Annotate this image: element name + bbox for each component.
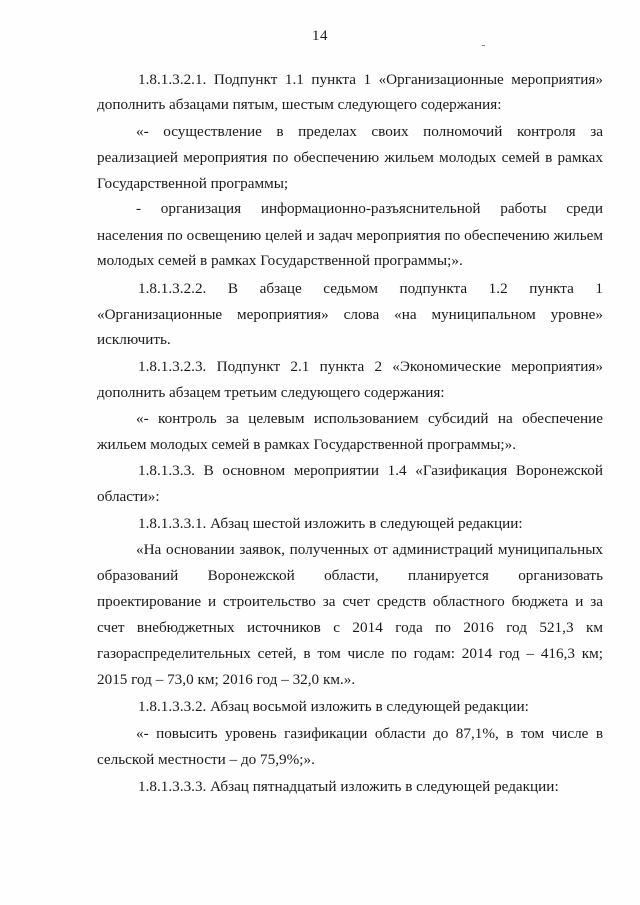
paragraph-line: «- осуществление в пределах своих полномочий контроля за bbox=[136, 123, 603, 140]
paragraph-line: молодых семей в рамках Государственной программы;». bbox=[97, 252, 463, 269]
paragraph-line: «На основании заявок, полученных от администраций муниципальных bbox=[136, 541, 603, 558]
paragraph-line: 1.8.1.3.3.2. Абзац восьмой изложить в следующей редакции: bbox=[138, 698, 529, 715]
paragraph-line: образований Воронежской области, планируется организовать bbox=[97, 567, 603, 584]
paragraph-line: 1.8.1.3.3.3. Абзац пятнадцатый изложить в следующей редакции: bbox=[138, 778, 559, 795]
paragraph-line: сельской местности – до 75,9%;». bbox=[97, 751, 315, 768]
paragraph-line: «- повысить уровень газификации области до 87,1%, в том числе в bbox=[136, 725, 603, 742]
paragraph-line: 1.8.1.3.2.1. Подпункт 1.1 пункта 1 «Организационные мероприятия» bbox=[138, 71, 603, 88]
paragraph-line: Государственной программы; bbox=[97, 175, 289, 192]
paragraph-line: дополнить абзацем третьим следующего содержания: bbox=[97, 384, 445, 401]
paragraph-line: дополнить абзацами пятым, шестым следующего содержания: bbox=[97, 96, 502, 113]
paragraph-line: 1.8.1.3.2.2. В абзаце седьмом подпункта 1.2 пункта 1 bbox=[138, 280, 603, 297]
paragraph-line: «Организационные мероприятия» слова «на муниципальном уровне» bbox=[97, 306, 603, 323]
paragraph-line: жильем молодых семей в рамках Государственной программы;». bbox=[97, 436, 517, 453]
paragraph-line: «- контроль за целевым использованием субсидий на обеспечение bbox=[136, 410, 603, 427]
paragraph-line: - организация информационно-разъяснительной работы среди bbox=[136, 200, 603, 217]
paragraph-line: счет внебюджетных источников с 2014 года по 2016 год 521,3 км bbox=[97, 619, 603, 636]
page-number: 14 bbox=[312, 28, 328, 44]
paragraph-line: 2015 год – 73,0 км; 2016 год – 32,0 км.». bbox=[97, 671, 356, 688]
paragraph-line: населения по освещению целей и задач мероприятия по обеспечению жильем bbox=[97, 227, 603, 244]
paragraph-line: реализацией мероприятия по обеспечению жильем молодых семей в рамках bbox=[97, 149, 603, 166]
paragraph-line: 1.8.1.3.3.1. Абзац шестой изложить в следующей редакции: bbox=[138, 515, 523, 532]
paragraph-line: газораспределительных сетей, в том числе по годам: 2014 год – 416,3 км; bbox=[97, 645, 603, 662]
paragraph-line: исключить. bbox=[97, 331, 171, 348]
paragraph-line: проектирование и строительство за счет средств областного бюджета и за bbox=[97, 593, 603, 610]
paragraph-line: 1.8.1.3.3. В основном мероприятии 1.4 «Газификация Воронежской bbox=[138, 462, 603, 479]
paragraph-line: области»: bbox=[97, 488, 160, 505]
scan-mark bbox=[482, 45, 485, 46]
paragraph-line: 1.8.1.3.2.3. Подпункт 2.1 пункта 2 «Экономические мероприятия» bbox=[138, 358, 603, 375]
